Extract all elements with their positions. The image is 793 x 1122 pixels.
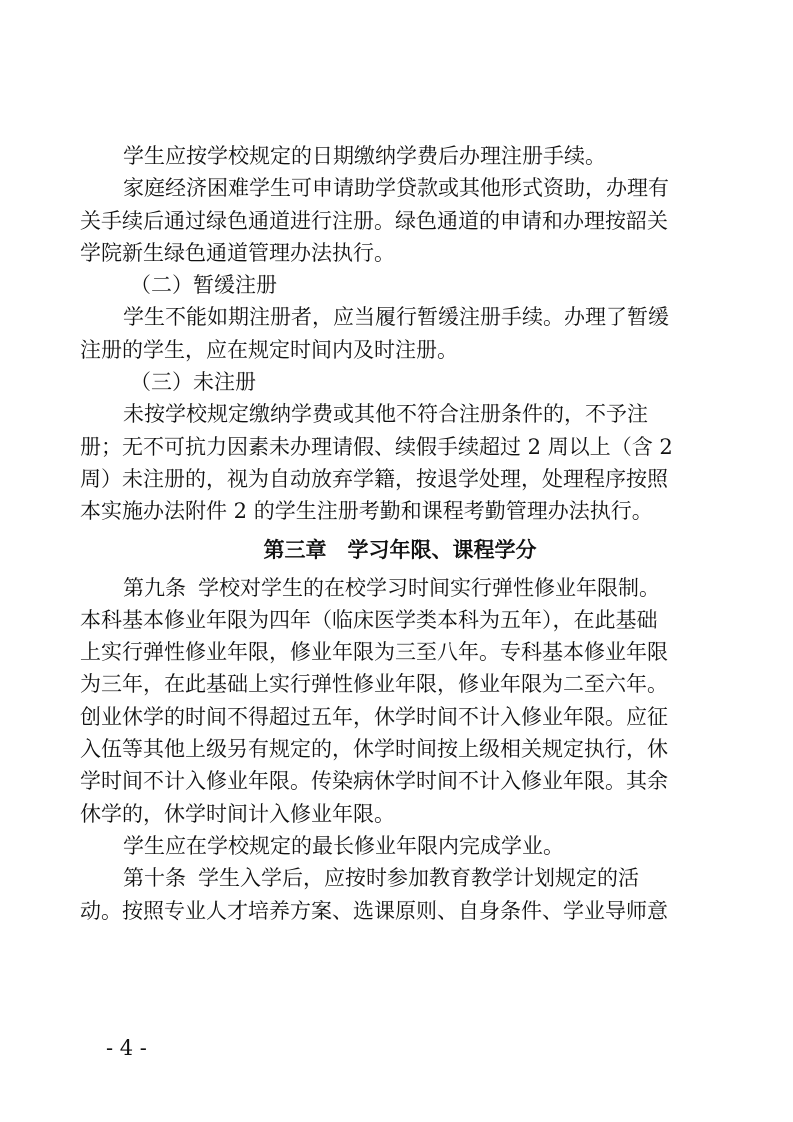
paragraph-deferred-line-1: 学生不能如期注册者，应当履行暂缓注册手续。办理了暂缓 (123, 305, 669, 330)
paragraph-financial-aid-line-1: 家庭经济困难学生可申请助学贷款或其他形式资助，办理有 (123, 176, 669, 201)
article-9-line-7: 学时间不计入修业年限。传染病休学时间不计入修业年限。其余 (80, 769, 668, 794)
article-9-line-1 (80, 572, 720, 604)
article-9-line-6: 入伍等其他上级另有规定的，休学时间按上级相关规定执行，休 (80, 737, 668, 762)
article-10-label: 第十条 (123, 866, 186, 891)
article-10-text: 学生入学后，应按时参加教育教学计划规定的活 (198, 866, 639, 891)
paragraph-unregistered-line-2: 册；无不可抗力因素未办理请假、续假手续超过 2 周以上（含 2 (80, 434, 673, 459)
heading-deferred-registration: （二）暂缓注册 (130, 273, 277, 298)
article-10-line-1 (80, 862, 720, 894)
article-9-label: 第九条 (123, 575, 186, 600)
paragraph-financial-aid-line-3: 学院新生绿色通道管理办法执行。 (80, 240, 395, 265)
article-9-line-8: 休学的，休学时间计入修业年限。 (80, 801, 395, 826)
paragraph-unregistered-line-4: 本实施办法附件 2 的学生注册考勤和课程考勤管理办法执行。 (80, 499, 653, 524)
paragraph-deferred-line-2: 注册的学生，应在规定时间内及时注册。 (80, 337, 458, 362)
paragraph-financial-aid-line-2: 关手续后通过绿色通道进行注册。绿色通道的申请和办理按韶关 (80, 208, 668, 233)
paragraph-registration: 学生应按学校规定的日期缴纳学费后办理注册手续。 (123, 144, 606, 168)
page-number: - 4 - (106, 1036, 147, 1060)
heading-unregistered: （三）未注册 (130, 370, 256, 395)
article-9-line-5: 创业休学的时间不得超过五年，休学时间不计入修业年限。应征 (80, 704, 668, 729)
paragraph-unregistered-line-1: 未按学校规定缴纳学费或其他不符合注册条件的，不予注 (123, 402, 648, 427)
document-body (80, 140, 720, 927)
article-9-line-3: 上实行弹性修业年限，修业年限为三至八年。专科基本修业年限 (80, 640, 668, 665)
paragraph-unregistered-line-3: 周）未注册的，视为自动放弃学籍，按退学处理，处理程序按照 (80, 466, 668, 491)
article-10-line-2: 动。按照专业人才培养方案、选课原则、自身条件、学业导师意 (80, 898, 668, 923)
article-9-followup: 学生应在学校规定的最长修业年限内完成学业。 (123, 833, 564, 858)
article-9-line-2: 本科基本修业年限为四年（临床医学类本科为五年），在此基础 (80, 607, 658, 632)
article-9-line-4: 为三年，在此基础上实行弹性修业年限，修业年限为二至六年。 (80, 672, 668, 697)
chapter-title: 第三章 学习年限、课程学分 (263, 537, 537, 562)
article-9-text: 学校对学生的在校学习时间实行弹性修业年限制。 (198, 575, 660, 600)
